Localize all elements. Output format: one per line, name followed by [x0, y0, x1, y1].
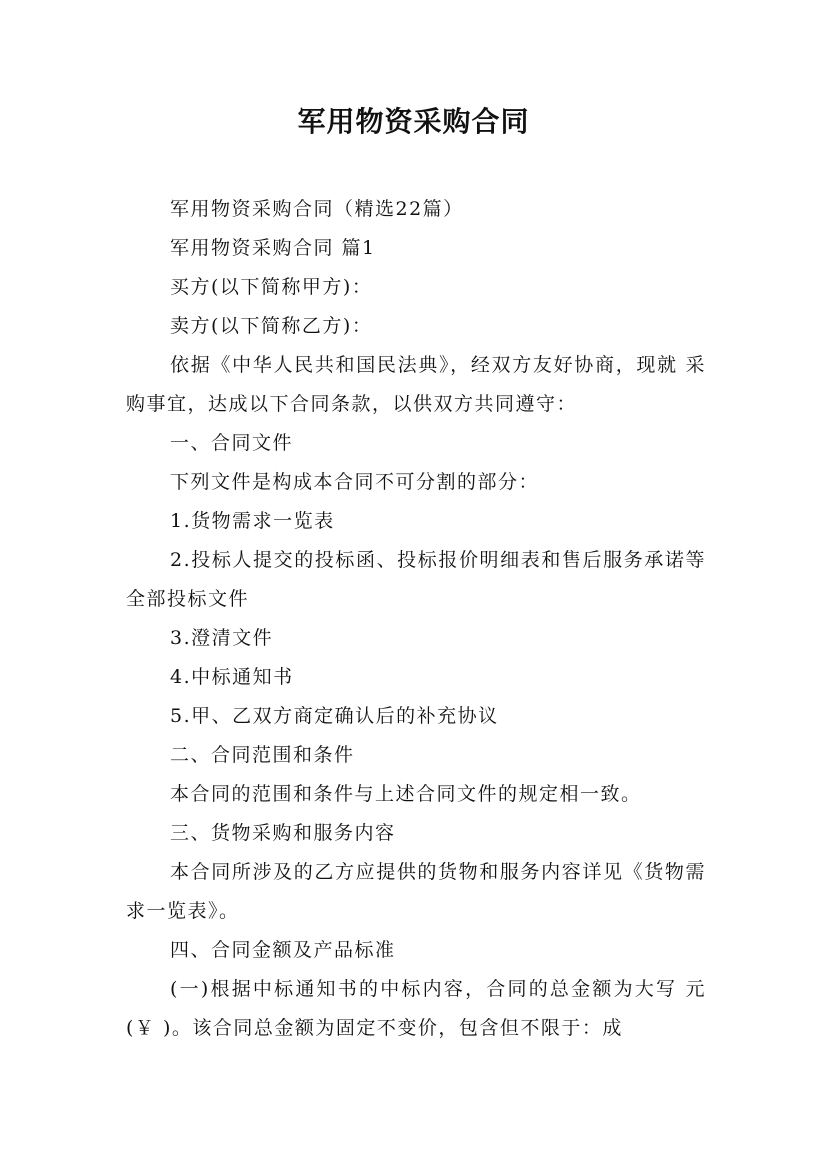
- list-item: 5.甲、乙双方商定确认后的补充协议: [170, 705, 499, 727]
- paragraph: 军用物资采购合同 篇1: [170, 237, 376, 259]
- section-heading: 三、货物采购和服务内容: [170, 822, 396, 844]
- document-body: [126, 190, 706, 1048]
- paragraph: 本合同的范围和条件与上述合同文件的规定相一致。: [170, 783, 642, 805]
- section-heading: 一、合同文件: [170, 432, 294, 454]
- list-item: 3.澄清文件: [170, 627, 274, 649]
- paragraph: 下列文件是构成本合同不可分割的部分：: [170, 471, 540, 493]
- list-item: 2.投标人提交的投标函、投标报价明细表和售后服务承诺等全部投标文件: [126, 549, 706, 610]
- paragraph: 依据《中华人民共和国民法典》，经双方友好协商，现就 采购事宜，达成以下合同条款，以供双方共同遵守：: [126, 354, 706, 415]
- list-item: 4.中标通知书: [170, 666, 294, 688]
- section-heading: 四、合同金额及产品标准: [170, 939, 396, 961]
- paragraph: 卖方(以下简称乙方)：: [170, 315, 373, 337]
- paragraph: 买方(以下简称甲方)：: [170, 276, 373, 298]
- paragraph: 军用物资采购合同（精选22篇）: [170, 198, 464, 220]
- document-title: 军用物资采购合同: [297, 105, 530, 138]
- paragraph: 本合同所涉及的乙方应提供的货物和服务内容详见《货物需求一览表》。: [126, 861, 706, 922]
- section-heading: 二、合同范围和条件: [170, 744, 355, 766]
- list-item: 1.货物需求一览表: [170, 510, 335, 532]
- paragraph: (一)根据中标通知书的中标内容，合同的总金额为大写 元(￥ )。该合同总金额为固定不变价，包含但不限于：成: [126, 978, 706, 1039]
